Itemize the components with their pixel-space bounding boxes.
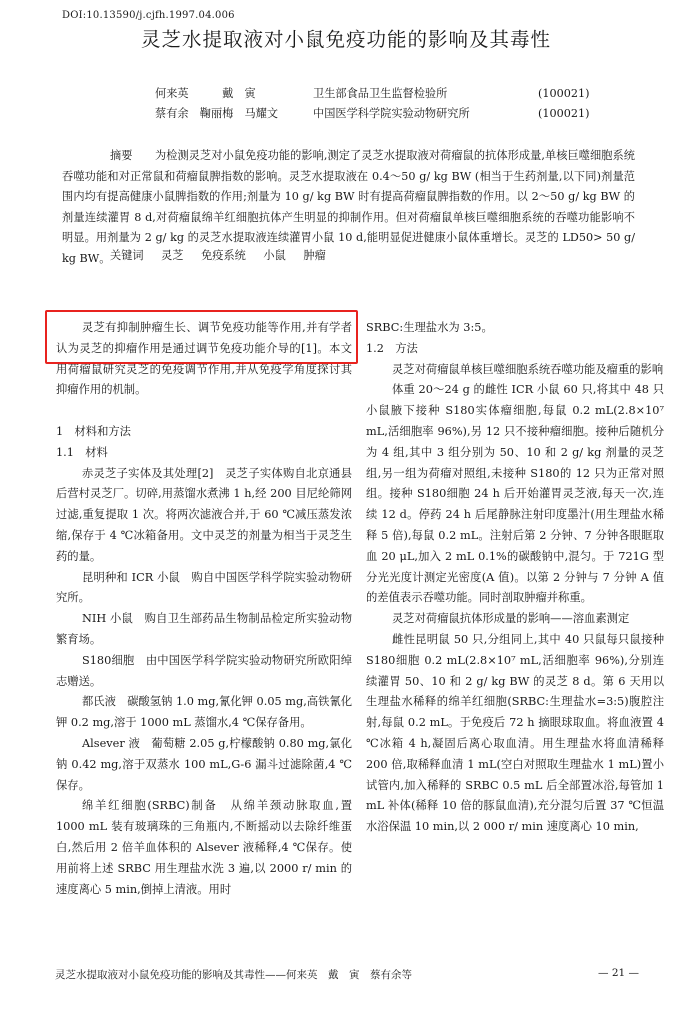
keyword: 小鼠	[263, 249, 286, 262]
body-paragraph: 灵芝对荷瘤鼠单核巨噬细胞系统吞噬功能及瘤重的影响	[392, 362, 664, 376]
author-institution: 卫生部食品卫生监督检验所	[313, 87, 448, 100]
section-heading: 1 材料和方法	[56, 424, 131, 438]
page-number: — 21 —	[598, 967, 640, 979]
abstract-label: 摘要	[110, 149, 133, 162]
body-paragraph: NIH 小鼠 购自卫生部药品生物制品检定所实验动物繁育场。	[56, 612, 352, 646]
author-postcode: (100021)	[538, 107, 590, 120]
body-paragraph: 都氏液 碳酸氢钠 1.0 mg,氰化钾 0.05 mg,高铁氰化钾 0.2 mg,溶于 1000 mL 蒸馏水,4 ℃保存备用。	[56, 695, 353, 730]
running-footer: 灵芝水提取液对小鼠免疫功能的影响及其毒性——何来英 戴 寅 蔡有余等	[55, 969, 412, 981]
highlight-box	[45, 310, 358, 364]
body-paragraph: 赤灵芝子实体及其处理[2] 灵芝子实体购自北京通县后营村灵芝厂。切碎,用蒸馏水煮沸 1 h,经 200 目尼纶筛网过滤,重复提取 1 次。将两次滤液合并,于 60 ℃减压蒸发浓缩,保存于 4 ℃冰箱备用。文中灵芝的剂量为相当于灵芝生药的量。	[56, 466, 352, 563]
keywords-label: 关键词	[110, 249, 144, 262]
author-row	[155, 84, 589, 104]
body-paragraph: 灵芝有抑制肿瘤生长、调节免疫功能等作用,并有学者认为灵芝的抑瘤作用是通过调节免疫功能介导的[1]。本文用荷瘤鼠研究灵芝的免疫调节作用,并从免疫学角度探讨其抑瘤作用的机制。	[56, 321, 352, 397]
author-institution: 中国医学科学院实验动物研究所	[313, 107, 470, 120]
paragraph-gap	[56, 401, 352, 422]
body-paragraph: 灵芝对荷瘤鼠抗体形成量的影响——溶血素测定	[392, 612, 630, 626]
body-paragraph: 雌性昆明鼠 50 只,分组同上,其中 40 只鼠每只鼠接种 S180细胞 0.2 mL(2.8×10⁷ mL,活细胞率 96%),分别连续灌胃 50、10 和 2 g/ kg BW 的灵芝 8 d。第 6 天用以生理盐水稀释的绵羊红细胞(SRBC:生理盐水=3:5)腹腔注射,每鼠 0.2 mL。于免疫后 72 h 摘眼球取血。将血液置 4 ℃冰箱 4 h,凝固后离心取血清。用生理盐水将血清稀释 200 倍,取稀释血清 1 mL(空白对照取生理盐水 1 mL)置小试管内,加入稀释的 SRBC 0.5 mL 后全部置冰浴,每管加 1 mL 补体(稀释 10 倍的豚鼠血清),充分混匀后置 37 ℃恒温水浴保温 10 min,以 2 000 r/ min 速度离心 10 min,	[366, 632, 664, 834]
body-paragraph: S180细胞 由中国医学科学院实验动物研究所欧阳绰志赠送。	[56, 653, 352, 688]
body-paragraph: 体重 20～24 g 的雌性 ICR 小鼠 60 只,将其中 48 只小鼠腋下接种 S180实体瘤细胞,每鼠 0.2 mL(2.8×10⁷ mL,活细胞率 96%),另 12 只不接种瘤细胞。接种后随机分为 4 组,其中 3 组分别为 50、10 和 2 g/ kg 剂量的灵芝组,另一组为荷瘤对照组,未接种 S180的 12 只为正常对照组。接种 S180细胞 24 h 后开始灌胃灵芝液,每天一次,连续 12 d。停药 24 h 后尾静脉注射印度墨汁(用生理盐水稀释 5 倍),每鼠 0.2 mL。注射后第 2 分钟、7 分钟各眼眶取血 20 μL,加入 2 mL 0.1%的碳酸钠中,混匀。于 721G 型分光光度计测定光密度(A 值)。以第 2 分钟与 7 分钟 A 值的差值表示吞噬功能。同时剖取肿瘤并称重。	[366, 383, 664, 605]
author-names: 蔡有余 鞠丽梅 马耀文	[155, 107, 279, 120]
section-heading: 1.1 材料	[56, 445, 108, 459]
doi: DOI:10.13590/j.cjfh.1997.04.006	[62, 10, 235, 21]
author-postcode: (100021)	[538, 87, 590, 100]
section-heading: 1.2 方法	[366, 341, 418, 355]
body-paragraph: 绵羊红细胞(SRBC)制备 从绵羊颈动脉取血,置 1000 mL 装有玻璃珠的三角瓶内,不断摇动以去除纤维蛋白,然后用 2 倍羊血体积的 Alsever 液稀释,4 ℃保存。使用前将上述 SRBC 用生理盐水洗 3 遍,以 2000 r/ min 的速度离心 5 min,倒掉上清液。用时	[56, 799, 352, 896]
author-row	[155, 104, 589, 124]
body-paragraph: SRBC:生理盐水为 3:5。	[366, 321, 493, 334]
keyword: 肿瘤	[303, 249, 326, 262]
author-block	[155, 84, 589, 124]
right-column	[366, 318, 664, 838]
keyword: 免疫系统	[201, 249, 246, 262]
abstract-text: 为检测灵芝对小鼠免疫功能的影响,测定了灵芝水提取液对荷瘤鼠的抗体形成量,单核巨噬细胞系统吞噬功能和对正常鼠和荷瘤鼠脾指数的影响。灵芝水提取液在 0.4～50 g/ kg BW (相当于生药剂量,以下同)剂量范围内均有提高健康小鼠脾指数的作用;剂量为 10 g/ kg BW 时有提高荷瘤鼠脾指数的作用。以 2～50 g/ kg BW 的剂量连续灌胃 8 d,对荷瘤鼠绵羊红细胞抗体产生明显的抑制作用。但对荷瘤鼠单核巨噬细胞系统的吞噬功能影响不明显。用剂量为 2 g/ kg 的灵芝水提取液连续灌胃小鼠 10 d,能明显促进健康小鼠体重增长。灵芝的 LD50> 50 g/ kg BW。	[62, 149, 635, 265]
left-column	[56, 318, 352, 900]
author-names: 何来英 戴 寅	[155, 87, 256, 100]
body-paragraph: 昆明种和 ICR 小鼠 购自中国医学科学院实验动物研究所。	[56, 570, 352, 605]
keywords	[110, 247, 326, 263]
body-paragraph: Alsever 液 葡萄糖 2.05 g,柠檬酸钠 0.80 mg,氯化钠 0.42 mg,溶于双蒸水 100 mL,G-6 漏斗过滤除菌,4 ℃保存。	[56, 736, 352, 792]
keyword: 灵芝	[161, 249, 184, 262]
article-title: 灵芝水提取液对小鼠免疫功能的影响及其毒性	[140, 28, 551, 51]
